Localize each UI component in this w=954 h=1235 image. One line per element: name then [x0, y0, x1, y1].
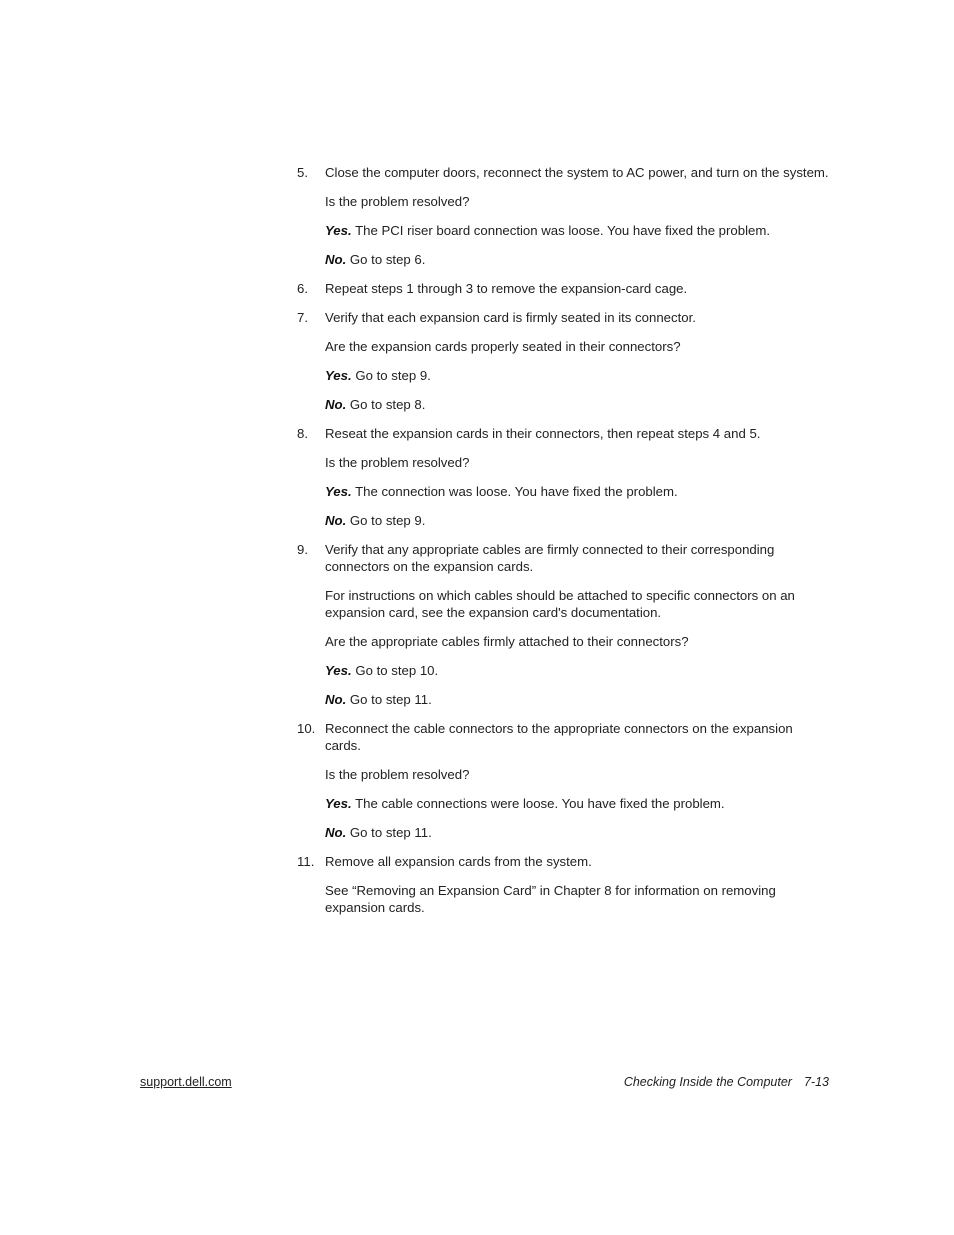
yes-text: The connection was loose. You have fixed the problem.: [355, 484, 678, 499]
no-text: Go to step 11.: [349, 825, 432, 840]
no-text: Go to step 6.: [349, 252, 426, 267]
step-question: Is the problem resolved?: [325, 194, 470, 209]
step-note: For instructions on which cables should be attached to specific connectors on an expansion card, see the expansion card's documentation.: [325, 588, 795, 620]
no-text: Go to step 11.: [349, 692, 432, 707]
step-5: [297, 164, 829, 268]
footer-page-number: 7-13: [803, 1075, 829, 1089]
step-text: Repeat steps 1 through 3 to remove the expansion-card cage.: [325, 281, 688, 296]
step-number: 7.: [297, 310, 308, 325]
no-label: No.: [325, 692, 347, 707]
yes-answer: [325, 795, 829, 812]
yes-answer: [325, 483, 829, 500]
step-7: [297, 309, 829, 413]
no-label: No.: [325, 513, 347, 528]
step-number: 11.: [297, 854, 315, 869]
step-number: 10.: [297, 721, 316, 736]
no-answer: [325, 824, 829, 841]
yes-label: Yes.: [325, 663, 352, 678]
step-number: 5.: [297, 165, 308, 180]
yes-text: Go to step 10.: [355, 663, 439, 678]
step-question: Are the appropriate cables firmly attached to their connectors?: [325, 634, 689, 649]
step-text: Close the computer doors, reconnect the system to AC power, and turn on the system.: [325, 165, 829, 180]
no-label: No.: [325, 397, 347, 412]
footer-section-title: Checking Inside the Computer: [623, 1075, 792, 1089]
step-text: Verify that each expansion card is firmly seated in its connector.: [325, 310, 696, 325]
procedure-list: [297, 164, 829, 928]
no-text: Go to step 9.: [349, 513, 426, 528]
yes-text: The cable connections were loose. You have fixed the problem.: [355, 796, 725, 811]
yes-answer: [325, 367, 829, 384]
step-question: Are the expansion cards properly seated in their connectors?: [325, 339, 681, 354]
footer-page-info: [624, 1074, 829, 1091]
step-text: Reseat the expansion cards in their connectors, then repeat steps 4 and 5.: [325, 426, 761, 441]
no-answer: [325, 251, 829, 268]
step-text: Remove all expansion cards from the system.: [325, 854, 592, 869]
step-11: [297, 853, 829, 916]
yes-text: The PCI riser board connection was loose. You have fixed the problem.: [355, 223, 770, 238]
yes-text: Go to step 9.: [355, 368, 431, 383]
step-9: [297, 541, 829, 708]
yes-answer: [325, 662, 829, 679]
step-question: Is the problem resolved?: [325, 455, 470, 470]
step-10: [297, 720, 829, 841]
no-text: Go to step 8.: [349, 397, 426, 412]
step-8: [297, 425, 829, 529]
step-6: [297, 280, 829, 297]
yes-label: Yes.: [325, 484, 352, 499]
no-answer: [325, 512, 829, 529]
step-number: 9.: [297, 542, 308, 557]
step-note: See “Removing an Expansion Card” in Chapter 8 for information on removing expansion cards.: [325, 883, 776, 915]
footer-support-link[interactable]: support.dell.com: [140, 1075, 232, 1089]
step-text: Verify that any appropriate cables are firmly connected to their corresponding connectors on the expansion cards.: [325, 542, 775, 574]
yes-answer: [325, 222, 829, 239]
step-text: Reconnect the cable connectors to the appropriate connectors on the expansion cards.: [325, 721, 793, 753]
step-number: 6.: [297, 281, 308, 296]
yes-label: Yes.: [325, 223, 352, 238]
no-label: No.: [325, 825, 347, 840]
step-question: Is the problem resolved?: [325, 767, 470, 782]
no-answer: [325, 691, 829, 708]
yes-label: Yes.: [325, 368, 352, 383]
yes-label: Yes.: [325, 796, 352, 811]
no-answer: [325, 396, 829, 413]
no-label: No.: [325, 252, 347, 267]
step-number: 8.: [297, 426, 308, 441]
